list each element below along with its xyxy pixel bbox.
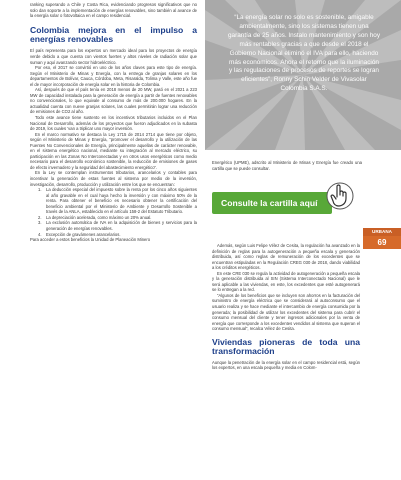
list-item: 2. La depreciación acelerada, como máximo un 20% anual. [38, 214, 152, 220]
intro-text: Energético (UPME), adscrito al Ministerio de Minas y Energía fue creado una cartilla que se puede consultar. [212, 160, 362, 171]
body-paragraph: En este CRE 030 se regula la actividad de autogeneración a pequeña escala y la generación distribuida al SIN (Sistema Interconectado Nacional) que le será aplicable a las viviendas, en este, los excedentes que esté autogenerará se lo entregan a la red. [212, 270, 360, 293]
list-item: 3. La exclusión automática de IVA en la adquisición de bienes y servicios para la generación de energías renovables. [38, 220, 197, 231]
cartilla-button[interactable] [212, 192, 332, 214]
body-paragraph: “Algunos de los beneficios que se incluyen son ahorros en la facturación del suministro de energía eléctrica que se considerará al autoconsumo que el usuario realiza y se hace mediante el intercambio de energía consumida por la generada; la posibilidad de utilizar los excedentes del sistema para cubrir el consumo mensual del cliente y tener ingresos adicionales por la venta de energía que corresponde a los excedentes vendidos al sistema que superan el consumo mensual”, recalca Vélez de Cesita. [212, 292, 360, 332]
body-paragraph: Así, después de que el país tenía en 2018 menos de 20 MW, pasó en el 2021 a 223 MW de capacidad instalada para la generación de energía a partir de fuentes renovables no convencionales, lo que equivale al consumo de más de 200.000 hogares. En la actualidad cuenta con nueve granjas solares, las cuales permitirán lograr una reducción de emisiones de CO2 al año. [30, 87, 197, 115]
pointing-hand-icon[interactable] [326, 180, 354, 212]
quote-box [205, 0, 401, 150]
intro-paragraph: ranking superando a Chile y Costa Rica, evidenciando progresos significativos que no solo dan soporte a la implementación de energías renovables, sino también al avance de la energía solar o fotovoltaica en el campo residencial. [30, 2, 197, 19]
list-item: 4. Excepción de gravámenes arancelarios. [38, 231, 121, 237]
page-number: 69 [377, 238, 387, 247]
body-paragraph: Todo este avance tiene sustento en los incentivos tributarios incluidos en el Plan Nacional de Desarrollo, además de los proyectos que fueron adjudicados en la subasta de 2019, los cuales ‘van a triplicar uno mayor inversión. [30, 115, 197, 132]
body-paragraph: Aunque la penetración de la energía solar en el campo residencial está, según los expertos, en una escala pequeña y media en Colom- [212, 359, 360, 371]
section-tab [363, 228, 401, 236]
section-tab-label: URBANA [372, 229, 392, 234]
right-intro [212, 160, 362, 171]
body-paragraph: El país representa para los expertos un mercado ideal para los proyectos de energía verde debido a que cuenta con vientos fuertes y altos niveles de radiación solar que suman y aquí avanzando sector hidroeléctrico. [30, 48, 197, 65]
list-item: 1. La deducción especial del impuesto sobre la renta por los cinco años siguientes al año gravable en el cual haya hecho la inversión y con máximo 50% de la renta. Para obtener el beneficio es necesario obtener la certificación del beneficio ambiental por el Ministerio de Ambiente y Desarrollo Sostenible a través de la ANLA, establecido en el artículo 158-2 del Estatuto Tributario. [38, 187, 197, 215]
body-paragraph: En el marco normativo se destaca la Ley 1715 de 2014 2714 que tiene por objeto, según el Ministerio de Minas y Energía, “promover el desarrollo y la utilización de las Fuentes No Convencionales de Energía, principalmente aquellas de carácter renovable, en el sistema energético nacional, mediante su integración al mercado eléctrico, su participación en las Zonas No Interconectadas y en otros usos energéticos como medio necesario para el desarrollo económico sostenible, la reducción de emisiones de gases de efecto invernadero y la seguridad del abastecimiento energético”. [30, 131, 197, 170]
right-column [212, 243, 360, 371]
body-paragraph: En la Ley se contemplan instrumentos tributarios, arancelarios y contables para incentivar la generación de estas fuentes al sistema por medio de la inversión, investigación, desarrollo, producción y utilización entre los que se encuentran: [30, 170, 197, 187]
section-heading: Colombia mejora en el impulso a energías renovables [30, 24, 197, 45]
cartilla-button-label: Consulte la cartilla aquí [221, 198, 318, 208]
left-column [30, 2, 197, 243]
body-paragraph: Para acceder a estos beneficios la Unidad de Planeación Minero [30, 237, 151, 243]
body-paragraph: Por eso, el 2017 se convirtió en uno de los años claves para este tipo de energía. Según el Ministerio de Minas y Energía, con la entrega de granjas solares en los departamentos de Bolívar, Cauca, Córdoba, Meta, Risaralda, Tolima y Valle, este año fue el de mayor incorporación de energía solar en la historia de Colombia. [30, 65, 197, 87]
page-number-tab [363, 236, 401, 249]
section-heading: Viviendas pioneras de toda una transformación [212, 336, 360, 357]
benefits-list [30, 187, 197, 237]
quote-text: “La energía solar no solo es sostenible, amigable ambientalmente, sino los sistemas tienen una garantía de 25 años. Instalo mantenimiento y son hoy más rentables gracias a que desde el 2018 el Gobierno Nacional eliminó el IVA para ello, haciendo más económicos. Ahora el retorno que la iluminación y las regulaciones de procesos de reportes se logran eficientes”, Ronny Schin Velder de Vivasolar Colombia S.A.S. [227, 14, 381, 93]
body-paragraph: Además, según Luis Felipe Vélez de Cesita, la regulación ha avanzado en la definición de reglas para la autogeneración a pequeña escala y generación distribuida, así como reglas de remuneración de los excedentes que se encuentran estipuladas en la Regulación CREG 030 de 2018, dando viabilidad a los créditos energéticos. [212, 243, 360, 271]
